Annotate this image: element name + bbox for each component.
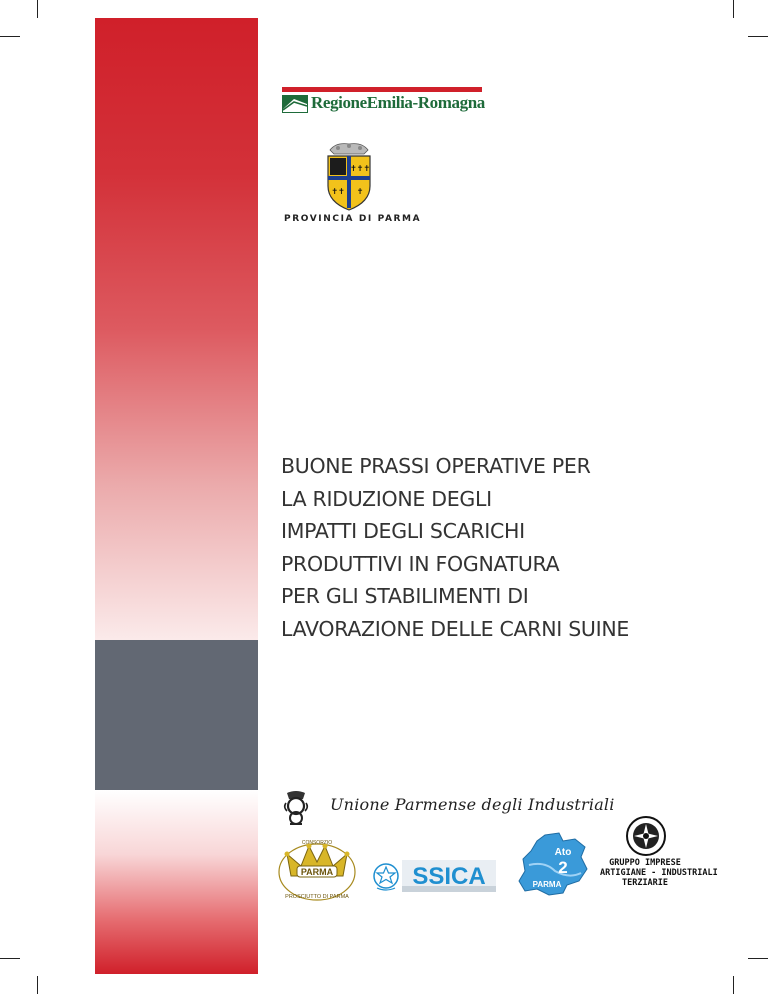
- upi-text: Unione Parmense degli Industriali: [330, 795, 615, 814]
- title-line: LAVORAZIONE DELLE CARNI SUINE: [281, 616, 630, 641]
- consorzio-bottom-text: PROSCIUTTO DI PARMA: [285, 894, 349, 900]
- gruppo-imprese-text: [600, 858, 718, 888]
- crop-mark: [37, 976, 38, 994]
- title-line: IMPATTI DEGLI SCARICHI: [281, 519, 525, 543]
- region-mark-icon: [282, 95, 308, 113]
- region-logo: [282, 87, 485, 115]
- title-line: BUONE PRASSI OPERATIVE PER: [281, 454, 591, 478]
- crop-mark: [733, 976, 734, 994]
- region-logo-stripe: [282, 87, 482, 92]
- crop-mark: [37, 0, 38, 18]
- decorative-red-bar: [95, 18, 258, 640]
- title-line: PRODUTTIVI IN FOGNATURA: [281, 551, 560, 576]
- crop-mark: [748, 36, 768, 37]
- svg-text:✝✝✝: ✝✝✝: [349, 164, 371, 173]
- province-crest-icon: [318, 140, 380, 212]
- ato-top-text: Ato: [554, 847, 572, 858]
- crop-mark: [0, 958, 20, 959]
- decorative-fade-bar: [95, 790, 258, 974]
- consorzio-center-text: PARMA: [300, 867, 334, 877]
- crop-mark: [733, 0, 734, 18]
- decorative-grey-bar: [95, 640, 258, 790]
- gruppo-imprese-emblem-icon: [626, 816, 666, 856]
- document-title: [281, 450, 721, 645]
- ssica-logo: [402, 860, 496, 892]
- ato-parma-logo: [515, 831, 591, 897]
- gruppo-line: GRUPPO IMPRESE: [609, 858, 681, 868]
- gruppo-line: TERZIARIE: [621, 878, 669, 888]
- ato-bottom-text: PARMA: [532, 880, 562, 889]
- ato-number-text: 2: [558, 858, 568, 877]
- crop-mark: [0, 36, 20, 37]
- italy-emblem-icon: [372, 862, 400, 892]
- upi-emblem-icon: [281, 789, 311, 827]
- region-logo-text: RegioneEmilia-Romagna: [311, 93, 485, 112]
- gruppo-line: ARTIGIANE - INDUSTRIALI: [600, 868, 718, 878]
- svg-text:✝✝: ✝✝: [331, 187, 345, 196]
- consorzio-top-text: CONSORZIO: [301, 840, 333, 846]
- ssica-text: SSICA: [412, 863, 486, 890]
- svg-text:✝: ✝: [356, 187, 364, 196]
- province-label: PROVINCIA DI PARMA: [284, 214, 422, 224]
- consorzio-crown-logo: [277, 836, 357, 902]
- title-line: LA RIDUZIONE DEGLI: [281, 486, 492, 511]
- crop-mark: [748, 958, 768, 959]
- title-line: PER GLI STABILIMENTI DI: [281, 584, 529, 608]
